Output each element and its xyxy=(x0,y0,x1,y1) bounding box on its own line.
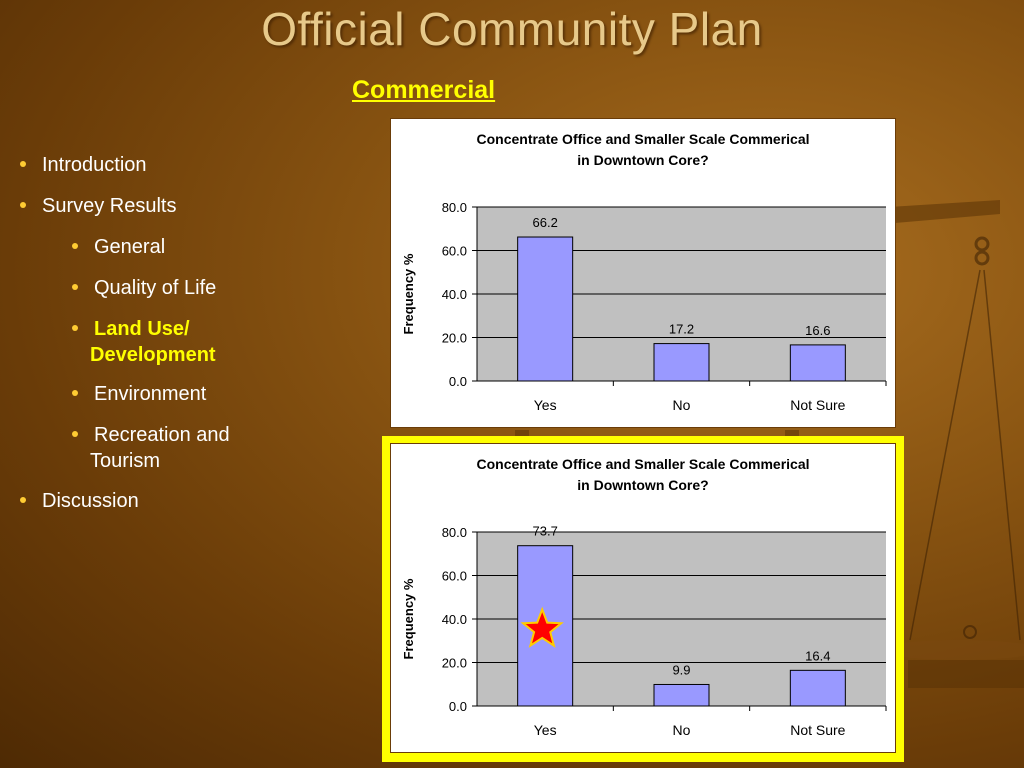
y-tick-label: 0.0 xyxy=(448,374,467,389)
bullet-icon xyxy=(72,325,78,331)
chart-title-line1: Concentrate Office and Smaller Scale Commerical xyxy=(476,131,810,147)
nav-item-discussion[interactable]: Discussion xyxy=(42,490,139,512)
nav-item-survey-results[interactable]: Survey Results xyxy=(42,195,177,217)
bullet-icon xyxy=(72,431,78,437)
y-tick-label: 80.0 xyxy=(441,200,467,215)
data-label: 17.2 xyxy=(668,321,695,337)
data-label: 9.9 xyxy=(672,662,691,678)
y-axis-label: Frequency % xyxy=(401,253,416,335)
bullet-icon xyxy=(20,161,26,167)
nav-item-environment[interactable]: Environment xyxy=(94,383,207,405)
bullet-icon xyxy=(72,390,78,396)
y-tick-label: 20.0 xyxy=(441,655,467,671)
x-tick-label: Not Sure xyxy=(790,397,846,413)
y-tick-label: 40.0 xyxy=(441,287,467,302)
nav-item-recreation-line2[interactable]: Tourism xyxy=(90,450,161,472)
chart-panel-1 xyxy=(390,118,896,428)
bullet-icon xyxy=(20,202,26,208)
bullet-icon xyxy=(20,497,26,503)
bar-no xyxy=(654,684,709,706)
nav-item-general[interactable]: General xyxy=(94,236,166,258)
data-label: 16.4 xyxy=(805,648,831,664)
bar-yes xyxy=(518,237,573,381)
chart-title-line1: Concentrate Office and Smaller Scale Commerical xyxy=(476,456,810,472)
x-tick-label: No xyxy=(672,397,691,413)
nav-item-introduction[interactable]: Introduction xyxy=(42,154,147,176)
y-tick-label: 60.0 xyxy=(441,243,467,259)
nav-item-recreation-line1[interactable]: Recreation and xyxy=(94,424,230,446)
y-tick-label: 80.0 xyxy=(441,525,467,540)
y-tick-label: 0.0 xyxy=(448,699,467,714)
bar-no xyxy=(654,344,709,381)
x-tick-label: Not Sure xyxy=(790,722,846,738)
bullet-icon xyxy=(72,284,78,290)
y-tick-label: 40.0 xyxy=(441,612,467,627)
x-tick-label: Yes xyxy=(533,722,557,738)
y-tick-label: 60.0 xyxy=(441,568,467,584)
nav-item-land-use-line2[interactable]: Development xyxy=(90,344,216,366)
chart-title-line2: in Downtown Core? xyxy=(577,152,709,168)
bar-chart-2 xyxy=(391,444,895,752)
data-label: 73.7 xyxy=(532,523,558,539)
x-tick-label: Yes xyxy=(533,397,557,413)
slide-title: Official Community Plan xyxy=(261,3,763,55)
nav-item-land-use-line1[interactable]: Land Use/ xyxy=(94,318,190,340)
chart-panel-2 xyxy=(390,443,896,753)
y-tick-label: 20.0 xyxy=(441,330,467,346)
bar-not-sure xyxy=(790,670,845,706)
nav-item-quality-of-life[interactable]: Quality of Life xyxy=(94,277,217,299)
bullet-icon xyxy=(72,243,78,249)
data-label: 66.2 xyxy=(532,215,558,231)
chart-title-line2: in Downtown Core? xyxy=(577,477,709,493)
x-tick-label: No xyxy=(672,722,691,738)
data-label: 16.6 xyxy=(805,322,831,338)
bar-not-sure xyxy=(790,345,845,381)
slide-subtitle: Commercial xyxy=(352,76,496,104)
y-axis-label: Frequency % xyxy=(401,578,416,660)
bar-chart-1 xyxy=(391,119,895,427)
